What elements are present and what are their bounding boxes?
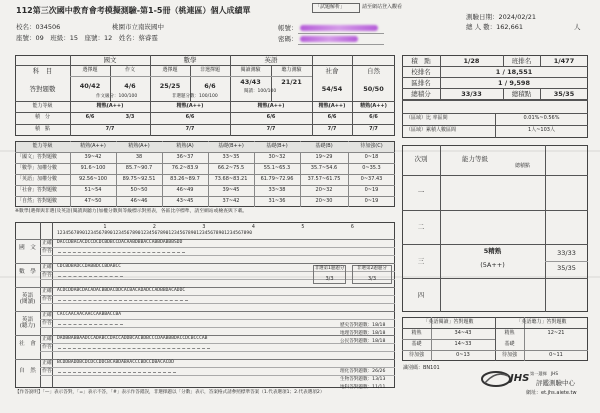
grid-line xyxy=(15,112,395,113)
credit-math: 6/6 xyxy=(185,114,195,120)
eng-level-label: 精熟 xyxy=(411,330,422,336)
answer-marks xyxy=(58,348,210,349)
grade-cell: 61.79~72.96 xyxy=(260,176,294,182)
grid-line xyxy=(40,319,395,320)
grid-line xyxy=(15,152,395,153)
subtopic-count: 歷史答對題數：18/18 xyxy=(340,323,386,328)
grade-cell: 20~30 xyxy=(315,198,333,204)
subtopic-count: 生物答對題數：13/13 xyxy=(340,377,386,382)
level-row-2: 二 xyxy=(417,223,425,231)
jhs-logo xyxy=(480,368,512,390)
grade-cell: 30~32 xyxy=(268,154,286,160)
grid-line xyxy=(402,175,588,176)
answer-subject: 社 會 xyxy=(19,341,36,347)
grade-cell: 31~36 xyxy=(268,198,286,204)
level-highlight-sub: (5A++) xyxy=(480,261,505,269)
eng-listen-title: 「英語聽力」答對題數 xyxy=(516,319,567,325)
grade-cell: 47~50 xyxy=(84,198,102,204)
nonchoice-score-1: 3/3 xyxy=(325,276,334,282)
ruler-decade: 2 xyxy=(152,224,156,230)
grade-cell: 0~35.3 xyxy=(362,165,381,171)
ruler-decade: 1 xyxy=(103,224,107,230)
grid-line xyxy=(402,77,588,78)
grid-line xyxy=(545,145,546,312)
credit-chinese: 6/6 xyxy=(85,114,95,120)
account-underline xyxy=(298,33,384,34)
grid-line xyxy=(402,350,588,351)
grade-cell: 39~45 xyxy=(222,187,240,193)
grade-footnote: ※數學(選擇與非選)及英語(閱讀與聽力)加權分數與等級標示對照表，各區比序標準，請至網站或檢查與下載。 xyxy=(15,209,248,214)
total-credit-value: 33/33 xyxy=(461,90,482,98)
science-header: 自然 xyxy=(367,67,380,75)
grid-line xyxy=(15,163,395,164)
total-point-value: 35/35 xyxy=(553,90,575,98)
eng-read-title: 「英語閱讀」答對題數 xyxy=(423,319,474,325)
grade-cell: 35.7~54.6 xyxy=(310,165,338,171)
brand-logo-text: JHS xyxy=(510,373,530,384)
grid-line xyxy=(15,196,395,197)
subtopic-count: 公民答對題數：18/18 xyxy=(340,339,386,344)
grid-line xyxy=(402,88,588,89)
score-social: 54/54 xyxy=(321,85,343,93)
math-header: 數學 xyxy=(183,56,197,64)
total-unit: 人 xyxy=(574,23,581,31)
grade-cell: 51~54 xyxy=(84,187,102,193)
answer-student-label: 作答 xyxy=(42,272,53,278)
grade-cell: 91.6~100 xyxy=(80,165,106,171)
answer-correct-label: 正確 xyxy=(42,336,53,342)
rank-col2-val: 1/477 xyxy=(553,57,575,65)
answer-key: CDCBDBADCCDABBDCCBDABCC xyxy=(57,264,122,269)
answer-correct-label: 正確 xyxy=(42,288,53,294)
answer-correct-label: 正確 xyxy=(42,240,53,246)
grade-header-cell: 基礎(B) xyxy=(315,143,333,149)
grid-line xyxy=(402,339,495,340)
grid-line xyxy=(40,367,395,368)
ruler-decade: 6 xyxy=(350,224,354,230)
level-title-far: 總積點 xyxy=(514,163,530,169)
eng-read-range: 14~33 xyxy=(454,341,472,347)
brand-tagline: 第一選擇 JHS xyxy=(530,371,558,376)
area-pr-label: （區域）比 率區間 xyxy=(406,115,448,121)
password-label: 密碼： xyxy=(278,35,298,43)
nonchoice-label-1: 非選第1題題分 xyxy=(314,266,345,271)
score-chinese-writing: 4/6 xyxy=(124,82,136,90)
notice-suffix: 請至網站登入觀看 xyxy=(362,4,403,10)
level-highlight: 5精熟 xyxy=(483,247,502,255)
writing-note: 作文級分：100/100 xyxy=(96,94,138,99)
point-label: 積 點 xyxy=(34,126,50,132)
eng-read-range: 34~43 xyxy=(454,330,472,336)
grid-line xyxy=(40,303,395,304)
math-sub-1: 選擇題 xyxy=(162,67,178,73)
grade-cell: 36~37 xyxy=(176,154,194,160)
area-count-label: （區域）累積人數區間 xyxy=(406,127,457,133)
grid-line xyxy=(402,244,588,245)
answer-marks xyxy=(58,300,188,301)
english-sub-1: 閱讀測驗 xyxy=(240,67,261,73)
english-header: 英語 xyxy=(264,56,278,64)
rank-col1: 積 點 xyxy=(411,57,431,65)
school-name: 桃園市立南崁國中 xyxy=(112,23,164,31)
school-rank-label: 校排名 xyxy=(411,68,431,76)
grade-cell: 0~19 xyxy=(364,187,379,193)
level-title-right: 能力等級 xyxy=(462,155,488,163)
eng-listen-range: 12~21 xyxy=(547,330,565,336)
level-row-4: 四 xyxy=(417,291,425,299)
ability-social: 精熟(A++) xyxy=(318,103,346,109)
answer-key: ACDCDDABCDACADACBBDACDDCACBACADADCCADBBDACADDC xyxy=(57,288,186,293)
answer-marks xyxy=(58,252,185,253)
answer-key: DADBBABBAADCCADABCCDACCADDBCACBDBCCCDAABBBDACCDCBCCCAB xyxy=(57,336,208,341)
ability-english: 精熟(A++) xyxy=(257,103,285,109)
grid-line xyxy=(15,65,395,66)
ability-science: 精熟(A++) xyxy=(360,103,387,109)
eng-listen-range: 0~11 xyxy=(549,352,563,358)
subject-header: 科 目 xyxy=(32,67,53,75)
grid-line xyxy=(40,375,395,376)
grid-line xyxy=(402,99,588,101)
grade-cell: 50~50 xyxy=(130,187,148,193)
math-note: 非選題分數：100/100 xyxy=(172,94,218,99)
grade-cell: 85.7~90.7 xyxy=(125,165,153,171)
answer-student-label: 作答 xyxy=(42,344,53,350)
level-row-3: 三 xyxy=(417,257,425,265)
point-english: 7/7 xyxy=(266,126,276,132)
notice-prefix: 「試題解析」 xyxy=(315,4,346,10)
answer-student-label: 作答 xyxy=(42,296,53,302)
level-row-1: 一 xyxy=(417,188,425,196)
grid-line xyxy=(15,174,395,175)
grid-line xyxy=(15,124,395,125)
eng-level-label-2: 精熟 xyxy=(504,330,515,336)
grade-cell: 37~42 xyxy=(222,198,240,204)
redacted-account xyxy=(300,25,378,31)
area-rank-value: 1 / 9,598 xyxy=(498,79,530,87)
redacted-password xyxy=(300,36,358,42)
rank-col2: 班排名 xyxy=(511,57,532,65)
total-point-label: 總積點 xyxy=(511,90,532,98)
score-eng-listen: 21/21 xyxy=(281,78,302,86)
grade-cell: 20~32 xyxy=(315,187,333,193)
eng-level-label-2: 待加強 xyxy=(501,352,517,358)
answer-marks xyxy=(58,276,123,277)
answer-footer: 【作答說明】「—」表示答對，「=」表示不答，「#」表示作答錯誤，非選擇題以「分數」表示，答案格式請參照標準答案（1.代表選項1；2.代表選項2） xyxy=(15,390,325,395)
grade-cell: 92.56~100 xyxy=(78,176,108,182)
ability-label: 能力等級 xyxy=(32,103,53,109)
report-title: 112第三次國中教育會考模擬測驗-第1-5冊（桃連區）個人成績單 xyxy=(16,6,251,15)
answer-subject: 數 學 xyxy=(19,269,36,275)
grid-line xyxy=(40,351,395,352)
answer-key: BCDDBADDBCDCDCCDDCBCABDABAACCCBDCCDBACACDD xyxy=(57,360,174,365)
english-sub-2: 聽力測驗 xyxy=(281,67,302,73)
grade-header-cell: 基礎(B++) xyxy=(218,143,244,149)
total-credit-label: 總積分 xyxy=(411,90,431,98)
point-chinese: 7/7 xyxy=(105,126,115,132)
brand-site: 網址：et.jhs.aiete.tw xyxy=(526,390,577,396)
social-header: 社會 xyxy=(325,67,339,75)
grade-cell: 43~45 xyxy=(176,198,194,204)
school-code: 校名：034506 xyxy=(16,23,61,31)
grade-row-label: 「自然」答對題數 xyxy=(17,198,58,204)
ruler-decade: 4 xyxy=(251,224,255,230)
password-underline xyxy=(298,44,384,45)
brand-org: 評鑑測驗中心 xyxy=(536,379,575,387)
grade-cell: 89.75~92.51 xyxy=(122,176,156,182)
answer-student-label: 作答 xyxy=(42,320,53,326)
grid-line xyxy=(402,66,588,67)
grid-line xyxy=(15,185,395,186)
answer-key: CACCAACAACAACCAABBACCBA xyxy=(57,312,122,317)
chinese-sub-2: 作文 xyxy=(124,67,135,73)
eng-level-label: 基礎 xyxy=(411,341,422,347)
test-date: 測驗日期：2024/02/21 xyxy=(466,13,536,21)
ruler-decade: 3 xyxy=(202,224,206,230)
answer-subject: 自 然 xyxy=(19,367,36,374)
grade-header-cell: 待加強(C) xyxy=(360,143,383,149)
grade-cell: 0~18 xyxy=(364,154,379,160)
grade-cell: 19~29 xyxy=(315,154,333,160)
total-count: 總 人 數：162,661 xyxy=(466,23,524,31)
grade-cell: 37.57~61.75 xyxy=(307,176,341,182)
rank-col1-val: 1/28 xyxy=(463,57,480,65)
school-rank-value: 1 / 18,551 xyxy=(495,68,533,76)
answer-subject: 英語 (聽力) xyxy=(19,317,36,330)
score-math-open: 6/6 xyxy=(204,82,216,90)
eng-note: 閱讀：100/100 xyxy=(244,89,277,94)
answer-student-label: 作答 xyxy=(42,248,53,254)
ability-chinese: 精熟(A++) xyxy=(96,103,124,109)
grade-cell: 33~38 xyxy=(268,187,286,193)
level-title-left: 次別 xyxy=(414,155,428,163)
grade-cell: 83.26~89.7 xyxy=(170,176,200,182)
grid-line xyxy=(402,328,588,329)
grade-header-cell: 基礎(B+) xyxy=(266,143,288,149)
credit-science: 6/6 xyxy=(369,114,378,120)
answer-student-label: 作答 xyxy=(42,368,53,374)
eng-level-label: 待加強 xyxy=(408,352,424,358)
grade-row-label: 「英語」加權分數 xyxy=(17,176,58,182)
subtopic-count: 地理答對題數：18/18 xyxy=(340,331,386,336)
answer-correct-label: 正確 xyxy=(42,360,53,366)
area-count-value: 1人~103人 xyxy=(528,127,555,133)
point-math: 7/7 xyxy=(185,126,195,132)
eng-level-label-2: 基礎 xyxy=(504,341,515,347)
credit-social: 6/6 xyxy=(327,114,337,120)
grid-line xyxy=(402,210,588,211)
answer-key: DACCDBACACDCCDCDCBDBCCDACAABDBBACCABBDABBBSDD xyxy=(57,240,183,245)
grade-header-cell: 能力等級 xyxy=(32,143,53,149)
grade-cell: 46~49 xyxy=(176,187,194,193)
grade-cell: 0~37.43 xyxy=(360,176,383,182)
point-science: 7/7 xyxy=(369,126,378,132)
credit-label: 積 分 xyxy=(34,114,50,120)
grid-line xyxy=(15,101,395,102)
grade-cell: 38 xyxy=(135,154,143,160)
area-rank-label: 區排名 xyxy=(411,79,431,87)
answer-correct-label: 正確 xyxy=(42,312,53,318)
answer-correct-label: 正確 xyxy=(42,264,53,270)
answer-marks xyxy=(58,372,176,373)
level-score-a: 33/33 xyxy=(557,249,576,257)
area-pr-value: 0.01%~0.56% xyxy=(523,115,560,121)
grade-header-cell: 精熟(A++) xyxy=(80,143,106,149)
score-eng-read: 43/43 xyxy=(240,78,261,86)
grid-line xyxy=(545,261,588,262)
score-science: 50/50 xyxy=(363,85,384,93)
grade-cell: 76.2~83.9 xyxy=(171,165,199,171)
score-chinese-choice: 40/42 xyxy=(79,82,101,90)
grade-row-label: 「社會」答對題數 xyxy=(17,187,58,193)
ability-math: 精熟(A++) xyxy=(176,103,204,109)
grade-cell: 33~35 xyxy=(222,154,240,160)
grade-row-label: 「數學」加權分數 xyxy=(17,165,58,171)
ruler-decade: 5 xyxy=(301,224,305,230)
score-math-choice: 25/25 xyxy=(159,82,181,90)
grid-line xyxy=(440,145,441,312)
nonchoice-score-2: 3/3 xyxy=(367,276,377,282)
grid-line xyxy=(40,295,395,296)
grade-cell: 0~19 xyxy=(364,198,379,204)
ruler-decades xyxy=(57,225,354,230)
grid-line xyxy=(40,247,395,248)
grid-line xyxy=(402,278,588,279)
answer-subject: 英語 (閱讀) xyxy=(19,293,36,306)
student-line: 座號：09 班級：15 座號：12 姓名：蔡睿霆 xyxy=(16,34,158,42)
grade-header-cell: 精熟(A) xyxy=(176,143,194,149)
credit-writing: 3/3 xyxy=(125,114,135,120)
answers-label: 答對題數 xyxy=(29,85,56,93)
grade-row-label: 「國文」答對題數 xyxy=(17,154,58,160)
grade-header-cell: 精熟(A+) xyxy=(128,143,150,149)
grade-cell: 55.1~65.3 xyxy=(263,165,291,171)
chinese-sub-1: 選擇題 xyxy=(82,67,98,73)
eng-read-range: 0~13 xyxy=(456,352,470,358)
level-score-b: 35/35 xyxy=(557,264,576,272)
subtopic-count: 地科答對題數：11/11 xyxy=(340,385,386,390)
answer-subject: 國 文 xyxy=(19,245,36,251)
math-sub-2: 非選擇題 xyxy=(199,67,220,73)
grade-cell: 39~42 xyxy=(84,154,102,160)
chinese-header: 國文 xyxy=(103,56,117,64)
account-label: 帳號： xyxy=(278,24,298,32)
id-line: 識別碼：BN101 xyxy=(403,365,440,371)
grade-cell: 66.2~75.5 xyxy=(217,165,245,171)
grade-cell: 73.68~83.21 xyxy=(214,176,248,182)
point-social: 7/7 xyxy=(327,126,337,132)
subtopic-count: 理化答對題數：26/26 xyxy=(340,369,386,374)
credit-english: 6/6 xyxy=(266,114,276,120)
grid-line xyxy=(40,255,395,256)
answer-marks xyxy=(58,324,123,325)
grid-line xyxy=(70,76,312,77)
grade-cell: 46~46 xyxy=(130,198,148,204)
ruler-digits: 1234567890123456789012345678901234567890123456789012345678901234567890 xyxy=(57,231,252,236)
nonchoice-label-2: 非選第2題題分 xyxy=(357,266,387,271)
